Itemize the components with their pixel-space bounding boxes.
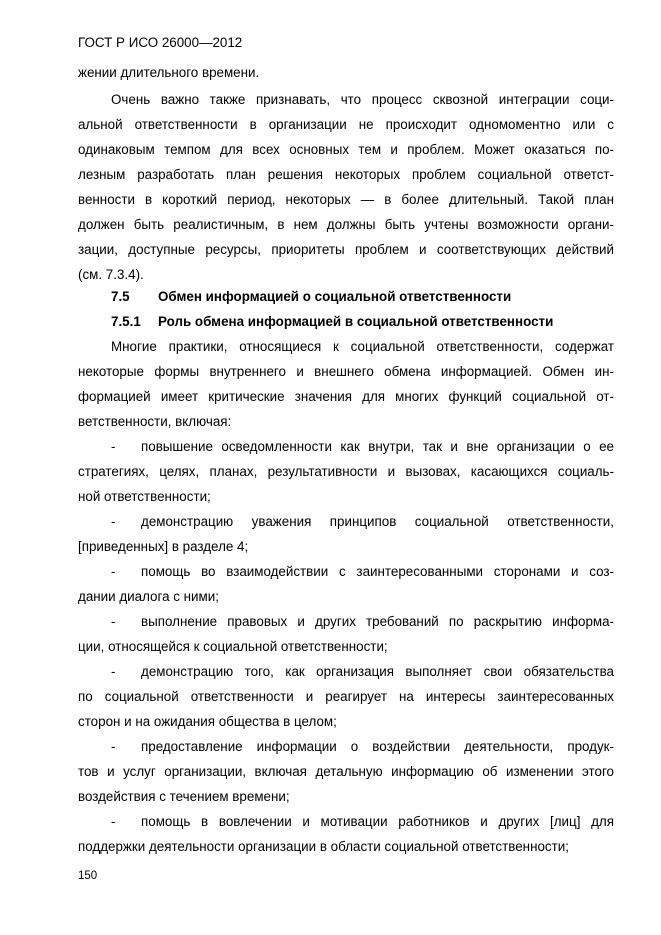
list-item-line: тов и услуг организации, включая детальную информацию об изменении этого <box>78 764 614 779</box>
text-line: лезным разработать план решения некоторых проблем социальной ответст- <box>78 167 614 182</box>
page-number: 150 <box>78 870 98 882</box>
text-line: (см. 7.3.4). <box>78 267 144 282</box>
list-item-line: ной ответственности; <box>78 489 211 504</box>
bullet-marker: - <box>111 514 116 529</box>
list-item-line: помощь во взаимодействии с заинтересованными сторонами и соз- <box>141 564 614 579</box>
list-item-line: поддержки деятельности организации в области социальной ответственности; <box>78 839 569 854</box>
text-line: Многие практики, относящиеся к социальной ответственности, содержат <box>111 339 614 354</box>
text-line: альной ответственности в организации не происходит одномоментно или с <box>78 117 614 132</box>
text-line: должен быть реалистичным, в нем должны быть учтены возможности органи- <box>78 217 614 232</box>
list-item-line: по социальной ответственности и реагирует на интересы заинтересованных <box>78 689 614 704</box>
text-line: одинаковым темпом для всех основных тем и проблем. Может оказаться по- <box>78 142 614 157</box>
list-item-line: [приведенных] в разделе 4; <box>78 539 249 554</box>
list-item-line: предоставление информации о воздействии деятельности, продук- <box>141 739 614 754</box>
list-item-line: демонстрацию того, как организация выполняет свои обязательства <box>141 664 614 679</box>
bullet-marker: - <box>111 564 116 579</box>
subsection-title: Роль обмена информацией в социальной ответственности <box>158 314 554 329</box>
list-item-line: ции, относящейся к социальной ответственности; <box>78 639 388 654</box>
subsection-number: 7.5.1 <box>111 314 141 329</box>
text-line: некоторые формы внутреннего и внешнего обмена информацией. Обмен ин- <box>78 364 614 379</box>
section-title: Обмен информацией о социальной ответственности <box>158 289 512 304</box>
list-item-line: стратегиях, целях, планах, результативности и вызовах, касающихся социаль- <box>78 464 614 479</box>
bullet-marker: - <box>111 664 116 679</box>
list-item-line: выполнение правовых и других требований по раскрытию информа- <box>141 614 614 629</box>
list-item-line: дании диалога с ними; <box>78 589 219 604</box>
document-header: ГОСТ Р ИСО 26000—2012 <box>78 35 243 50</box>
text-line: венности в короткий период, некоторых — в более длительный. Такой план <box>78 192 614 207</box>
text-line: формацией имеет критические значения для многих функций социальной от- <box>78 389 614 404</box>
text-line: жении длительного времени. <box>78 65 260 80</box>
list-item-line: воздействия с течением времени; <box>78 789 290 804</box>
list-item-line: демонстрацию уважения принципов социальной ответственности, <box>141 514 614 529</box>
bullet-marker: - <box>111 439 116 454</box>
list-item-line: повышение осведомленности как внутри, так и вне организации о ее <box>141 439 614 454</box>
list-item-line: помощь в вовлечении и мотивации работников и других [лиц] для <box>141 814 614 829</box>
bullet-marker: - <box>111 614 116 629</box>
section-number: 7.5 <box>111 289 130 304</box>
bullet-marker: - <box>111 814 116 829</box>
text-line: Очень важно также признавать, что процесс сквозной интеграции соци- <box>111 92 614 107</box>
text-line: ветственности, включая: <box>78 414 232 429</box>
list-item-line: сторон и на ожидания общества в целом; <box>78 714 337 729</box>
text-line: зации, доступные ресурсы, приоритеты проблем и соответствующих действий <box>78 242 614 257</box>
bullet-marker: - <box>111 739 116 754</box>
